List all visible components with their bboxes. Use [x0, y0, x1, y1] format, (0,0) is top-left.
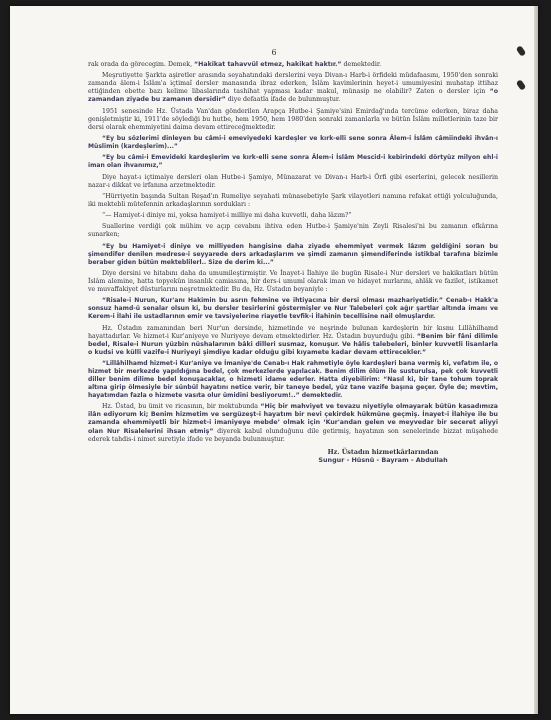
emphasis-quote: “Benim bir fâni dilimle bedel, Risale-i Nurun yüzbin nüshalarının bâki dilleri susmaz, konuşur. Ve hâlis talebeleri, binler kuvvetli lisanlarla o kudsi ve külli vazife-i Nuriyeyi şimdiye kadar olduğu gibi kıyamete kadar devam ettirecekler.”: [88, 332, 498, 356]
signature-names: Sungur - Hüsnü - Bayram - Abdullah: [318, 456, 448, 464]
paragraph-4: Diye hayat-ı içtimaiye dersleri olan Hutbe-i Şamiye, Münazarat ve Divan-ı Harb-i Örfi gibi eserlerini, gelecek nesillerin nazar-ı dikkat ve irfanına arzetmektedir.: [88, 173, 498, 189]
emphasis-quote: “o zamandan ziyade bu zamanın dersidir”: [88, 88, 498, 104]
quote-3: “Ey bu Hamiyet-i diniye ve milliyeden hangisine daha ziyade ehemmiyet vermek lâzım geldiğini soran bu şimendifer denilen medrese-i seyyarede ders arkadaşlarım ve şimdi zamanın şimendiferinde istikbal tarafına bizimle beraber giden bütün mekteblilerl.. Size de derim ki...”: [88, 242, 498, 266]
paragraph-text: rak orada da görecegim. Demek,: [88, 61, 195, 68]
paragraph-5: “Hürriyetin başında Sultan Reşad'ın Rumeliye seyahati münasebetiyle Şark vilayetleri namına refakat ettiği yolculuğunda, iki mektebli mütefennin arkadaşlarının sordukları :: [88, 192, 498, 208]
paragraph-text: Hz. Üstadın zamanından beri Nur'un dersinde, hizmetinde ve neşrinde bulunan kardeşlerin bir kısmı Lillâhilhamd hayattadırlar. Ve hizmet-i Kur'aniyeye ve Nuriyeye devam etmektedirler. Hz. Üstadın buyurduğu gibi.: [88, 324, 498, 340]
paragraph-text: Hz. Üstad, bu ümit ve ricasının, bir mektubunda: [102, 403, 261, 411]
paragraph-3: 1951 senesinde Hz. Üstada Van'dan gönderilen Arapça Hutbe-i Şamiye'sini Emirdağ'ında tercüme ederken, biraz daha genişletmiştir ki, 1911'de söylediği bu hutbe, hem 1950, hem 1980'den sonraki zamanlarla ve bütün İslâm milletlerinin taze bir dersi olarak ehemmiyetini daima devam ettireceğmektedir.: [88, 107, 498, 131]
paragraph-9: [88, 325, 498, 357]
paragraph-7: Suallerine verdiği çok mühim ve açıp cevabını ihtiva eden Hutbe-i Şamiye'nin Zeyli Risalesi'ni bu zamanın efkârına sunarken;: [88, 223, 498, 239]
paragraph-text: diye defaatla ifade de bulunmuştur.: [225, 96, 341, 104]
signature-title: Hz. Üstadın hizmetkârlarından: [327, 447, 439, 456]
paragraph-text: diyerek kabul olunduğunu dile getirmiş, hayatının son senelerinde bizzat müşahede ederek tahdis-i nimet suretiyle ifade ve beyanda bulunmuştur.: [88, 427, 499, 443]
signature-block: [88, 448, 498, 465]
quote-5: “Lillâhilhamd hizmet-i Kur'aniye ve İmaniye'de Cenab-ı Hak rahmetiyle öyle kardeşleri bana vermiş ki, vefatım ile, o hizmet bir merkezde yapıldığına bedel, çok merkezlerde yapılacak. Benim dilim ölüm ile susturulsa, pek çok kuvvetli diller benim dilime bedel konuşacaklar, o hizmeti idame ederler. Hatta diyebilirim: “Nasıl ki, bir tane tohum toprak altına girip ölmesiyle bir sünbül hayatını netice verir, bir taneye bedel, yüz tane vazife başına geçer. Öyle de; mevtim, hayatımdan fazla o hizmete vasıta olur ümidini besliyorum!..” demektedir.: [88, 359, 498, 400]
binder-hole: [516, 79, 527, 91]
paragraph-1: [88, 61, 498, 69]
document-page: [10, 6, 538, 714]
emphasis-quote: “Hiç bir mahviyet ve tevazu niyetiyle olmayarak bütün kasadımıza ilân ediyorum ki; Benim hizmetim ve sergüzeşt-i hayatım bir nevi çekirdek hükmüne geçmiş. İnayet-i İlahiye ile bu zamanda ehemmiyetli bir hizmet-i imaniyeye mebde’ olmak için ‘Kur'andan gelen ve meyvedar bir seceret aliyyi olan Nur Risalelerini ihsan etmiş”: [88, 403, 498, 435]
paragraph-8: Diye dersini ve hitabını daha da umumileştirmiştir. Ve İnayet-i İlahiye ile bugün Risale-i Nur dersleri ve hakikatları bütün İslâm alemine, hatta topyekûn insanlık camiasına, bir ders-i umumî olarak iman ve hidayet nurlarını, ahlâk ve fazilet, istikamet ve muvaffakiyet düsturlarını neşretmektedir. Bu da, Hz. Üstadın beyaniyle :: [88, 269, 498, 293]
paragraph-6: “— Hamiyet-i diniye mi, yoksa hamiyet-i milliye mi daha kuvvetli, daha lâzım?”: [102, 212, 352, 220]
page-body: [88, 61, 498, 464]
page-edge: [534, 6, 538, 714]
page-number: 6: [271, 48, 277, 57]
paragraph-10: [88, 403, 498, 443]
quote-2: “Ey bu câmi-i Emevideki kardeşlerim ve kırk-elli sene sonra Âlem-i İslâm Mescid-i kebirindeki dörtyüz milyon ehl-i iman olan ihvanımız,”: [88, 154, 498, 170]
emphasis-quote: “Hakikat tahavvül etmez, hakikat haktır.”: [194, 61, 342, 68]
paragraph-text: demektedir.: [341, 61, 382, 68]
quote-1: “Ey bu sözlerimi dinleyen bu câmi-i emeviyedeki kardeşler ve kırk-elli sene sonra Âlem-i İslâm câmiindeki ihvân-ı Müslimin (kardeşlerim)...”: [88, 134, 498, 150]
quote-4: “Risale-i Nurun, Kur'anı Hakimin bu asrın fehmine ve ihtiyacına bir dersi olması mazhariyetidir.” Cenab-ı Hakk'a sonsuz hamd-ü senalar olsun ki, bu dersler tesirlerini göstermişler ve Nur Talebeleri çok ağır şartlar altında imanı ve Kerem-i İlahi ile ustadlarının emir ve tavsiyelerine riayetle tevfik-i İlahinin tecellisine nail olmuşlardır.: [88, 297, 498, 321]
paragraph-2: [88, 72, 498, 104]
paragraph-text: Meşrutiyette Şarkta aşiretler arasında seyahatındaki derslerini veya Divan-ı Harb-i örfideki müdafaasını, 1950'den sonraki zamanda âlem-i İslâm'a içtimaî dersler manasında ibraz ederken, İslâm kavimlerinin heyet-i umumiyesini muhatap ittihaz ettiğinden ebette bazı kelime libaslarında tashihat yapması kadar makul, münasip ne olabilir? Zaten o dersler için: [88, 72, 498, 96]
